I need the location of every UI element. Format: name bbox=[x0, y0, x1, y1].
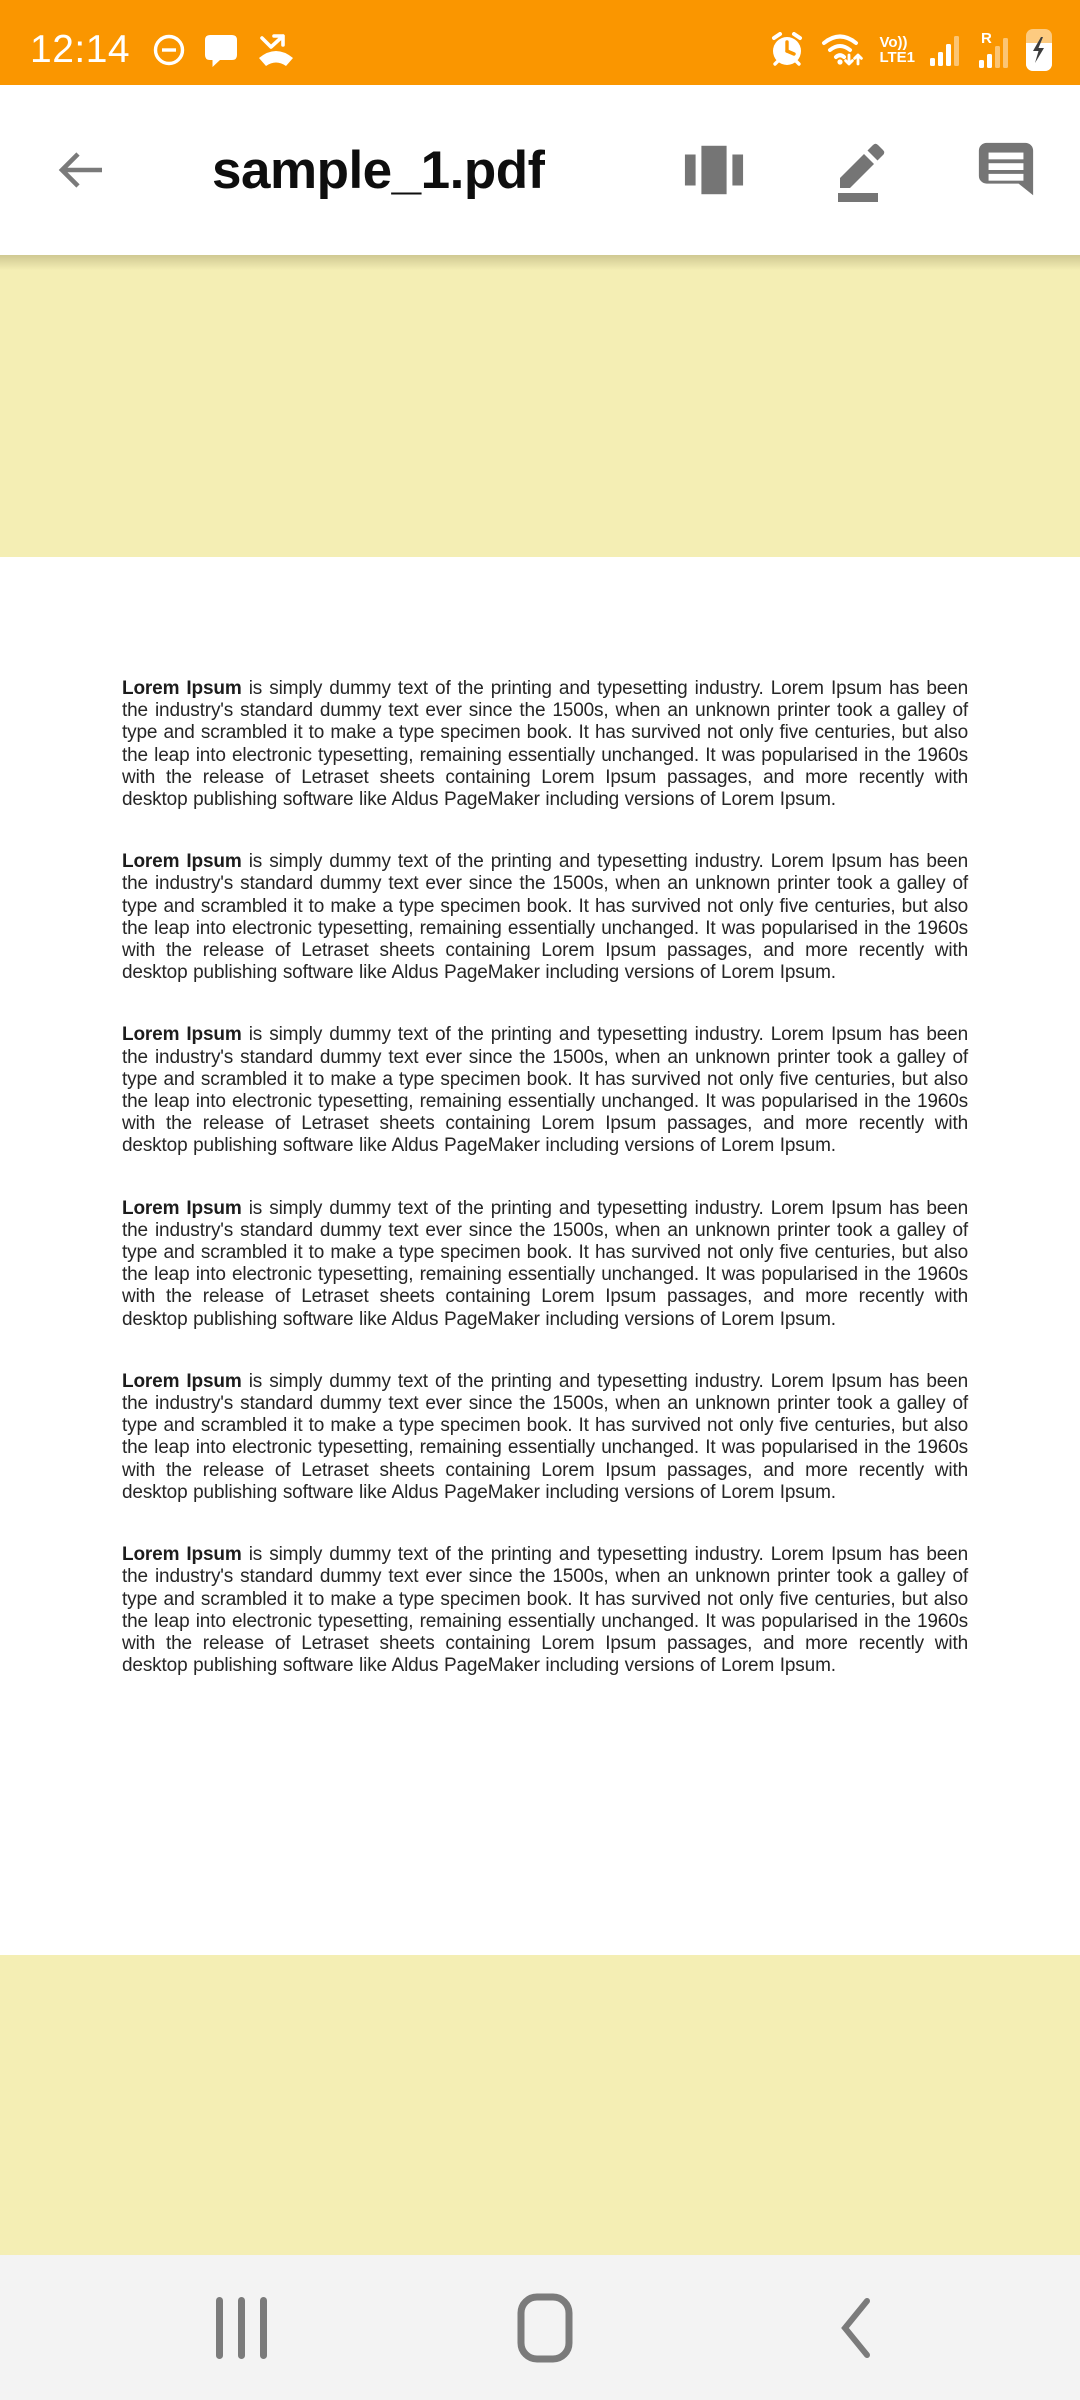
wifi-data-icon bbox=[820, 31, 864, 69]
back-icon bbox=[838, 2296, 872, 2360]
edit-annotate-button[interactable] bbox=[828, 138, 892, 202]
paragraph bbox=[122, 1198, 968, 1331]
missed-call-icon bbox=[256, 32, 296, 68]
paragraph-lead: Lorem Ipsum bbox=[122, 1544, 242, 1566]
do-not-disturb-icon bbox=[152, 33, 186, 67]
page-view-mode-button[interactable] bbox=[682, 138, 746, 202]
navigation-bar bbox=[0, 2255, 1080, 2400]
paragraph-lead: Lorem Ipsum bbox=[122, 1024, 242, 1046]
paragraph-lead: Lorem Ipsum bbox=[122, 678, 242, 699]
chat-notification-icon bbox=[203, 32, 239, 68]
paragraph-lead: Lorem Ipsum bbox=[122, 1370, 242, 1392]
status-bar bbox=[0, 0, 1080, 85]
battery-charging-icon bbox=[1024, 27, 1054, 73]
home-icon bbox=[517, 2293, 573, 2363]
recents-button[interactable] bbox=[167, 2255, 317, 2400]
roaming-label: R bbox=[981, 29, 992, 47]
paragraph bbox=[122, 1024, 968, 1157]
paragraph-body: is simply dummy text of the printing and typesetting industry. Lorem Ipsum has been the industry's standard dummy text ever since the 1500s, when an unknown printer took a galley of type and scrambled it to make a type specimen book. It has survived not only five centuries, but also the leap into electronic typesetting, remaining essentially unchanged. It was popularised in the 1960s with the release of Letraset sheets containing Lorem Ipsum passages, and more recently with desktop publishing software like Aldus PageMaker including versions of Lorem Ipsum. bbox=[122, 1024, 968, 1157]
comment-icon bbox=[975, 139, 1037, 201]
paragraph-body: is simply dummy text of the printing and typesetting industry. Lorem Ipsum has been the industry's standard dummy text ever since the 1500s, when an unknown printer took a galley of type and scrambled it to make a type specimen book. It has survived not only five centuries, but also the leap into electronic typesetting, remaining essentially unchanged. It was popularised in the 1960s with the release of Letraset sheets containing Lorem Ipsum passages, and more recently with desktop publishing software like Aldus PageMaker including versions of Lorem Ipsum. bbox=[122, 1544, 968, 1677]
volte-top-label: Vo)) bbox=[879, 33, 908, 51]
paragraph-body: is simply dummy text of the printing and typesetting industry. Lorem Ipsum has been the industry's standard dummy text ever since the 1500s, when an unknown printer took a galley of type and scrambled it to make a type specimen book. It has survived not only five centuries, but also the leap into electronic typesetting, remaining essentially unchanged. It was popularised in the 1960s with the release of Letraset sheets containing Lorem Ipsum passages, and more recently with desktop publishing software like Aldus PageMaker including versions of Lorem Ipsum. bbox=[122, 851, 968, 984]
edit-annotate-icon bbox=[828, 138, 892, 202]
alarm-icon bbox=[769, 32, 805, 68]
paragraph bbox=[122, 678, 968, 811]
signal-bars-sim1 bbox=[930, 32, 960, 68]
toolbar bbox=[0, 85, 1080, 255]
pdf-page bbox=[0, 557, 1080, 1955]
volte-bottom-label: LTE1 bbox=[879, 48, 915, 66]
paragraph-lead: Lorem Ipsum bbox=[122, 851, 242, 873]
home-button[interactable] bbox=[470, 2255, 620, 2400]
volte-indicator bbox=[879, 35, 915, 65]
paragraph-body: is simply dummy text of the printing and typesetting industry. Lorem Ipsum has been the industry's standard dummy text ever since the 1500s, when an unknown printer took a galley of type and scrambled it to make a type specimen book. It has survived not only five centuries, but also the leap into electronic typesetting, remaining essentially unchanged. It was popularised in the 1960s with the release of Letraset sheets containing Lorem Ipsum passages, and more recently with desktop publishing software like Aldus PageMaker including versions of Lorem Ipsum. bbox=[122, 1370, 968, 1503]
paragraph bbox=[122, 1371, 968, 1504]
back-button[interactable] bbox=[50, 139, 112, 201]
status-time: 12:14 bbox=[30, 27, 131, 71]
paragraph bbox=[122, 1544, 968, 1677]
signal-bars-sim2-roaming bbox=[975, 30, 1009, 70]
recents-icon bbox=[214, 2295, 270, 2361]
paragraph-body: is simply dummy text of the printing and typesetting industry. Lorem Ipsum has been the industry's standard dummy text ever since the 1500s, when an unknown printer took a galley of type and scrambled it to make a type specimen book. It has survived not only five centuries, but also the leap into electronic typesetting, remaining essentially unchanged. It was popularised in the 1960s with the release of Letraset sheets containing Lorem Ipsum passages, and more recently with desktop publishing software like Aldus PageMaker including versions of Lorem Ipsum. bbox=[122, 1197, 968, 1330]
back-nav-button[interactable] bbox=[780, 2255, 930, 2400]
paragraph-body: is simply dummy text of the printing and typesetting industry. Lorem Ipsum has been the industry's standard dummy text ever since the 1500s, when an unknown printer took a galley of type and scrambled it to make a type specimen book. It has survived not only five centuries, but also the leap into electronic typesetting, remaining essentially unchanged. It was popularised in the 1960s with the release of Letraset sheets containing Lorem Ipsum passages, and more recently with desktop publishing software like Aldus PageMaker including versions of Lorem Ipsum. bbox=[122, 678, 968, 811]
page-view-mode-icon bbox=[683, 139, 745, 201]
document-title: sample_1.pdf bbox=[212, 140, 545, 200]
paragraph bbox=[122, 851, 968, 984]
paragraph-lead: Lorem Ipsum bbox=[122, 1197, 242, 1219]
back-arrow-icon bbox=[52, 141, 110, 199]
comment-button[interactable] bbox=[974, 138, 1038, 202]
pdf-viewport[interactable] bbox=[0, 255, 1080, 2255]
